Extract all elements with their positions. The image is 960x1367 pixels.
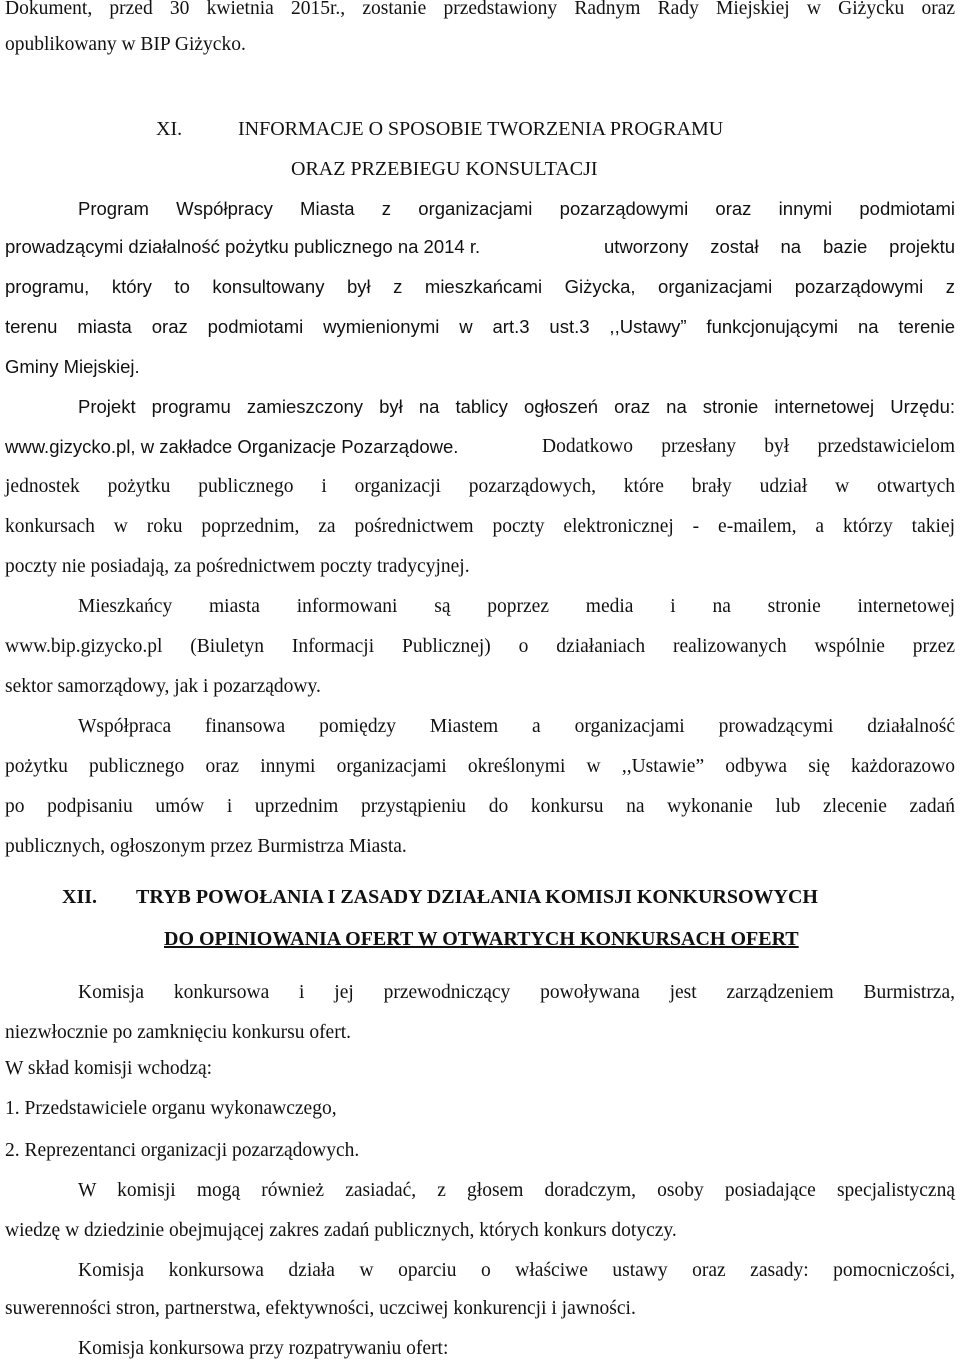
composition-label: W skład komisji wchodzą: [5, 1058, 213, 1079]
section-12-number: XII. [62, 886, 98, 908]
s11-p3-line-1: Mieszkańcy miasta informowani są poprzez media i na stronie internetowej [78, 596, 955, 617]
s11-p1-line-3: programu, który to konsultowany był z mieszkańcami Giżycka, organizacjami pozarządowymi z [5, 276, 955, 297]
section-11-number: XI. [156, 118, 183, 140]
s12-p1-line-2: niezwłocznie po zamknięciu konkursu ofert. [5, 1022, 352, 1043]
s11-p2-line-4: konkursach w roku poprzednim, za pośrednictwem poczty elektronicznej - e-mailem, a którzy takiej [5, 516, 955, 537]
intro-line-2: opublikowany w BIP Giżycko. [5, 34, 246, 55]
s11-p1-line-2-start: prowadzącymi działalność pożytku publicznego na 2014 r. [5, 236, 481, 257]
s11-p2-line-5: poczty nie posiadają, za pośrednictwem poczty tradycyjnej. [5, 556, 470, 577]
s11-p4-line-3: po podpisaniu umów i uprzednim przystąpieniu do konkursu na wykonanie lub zlecenie zadań [5, 796, 955, 817]
s11-p3-line-2: www.bip.gizycko.pl (Biuletyn Informacji Publicznej) o działaniach realizowanych wspólnie przez [5, 636, 955, 657]
s11-p4-line-4: publicznych, ogłoszonym przez Burmistrza Miasta. [5, 836, 407, 857]
section-11-heading-line-1: INFORMACJE O SPOSOBIE TWORZENIA PROGRAMU [238, 118, 724, 140]
section-12-heading-line-2: DO OPINIOWANIA OFERT W OTWARTYCH KONKURSACH OFERT [164, 928, 799, 950]
s11-p3-line-3: sektor samorządowy, jak i pozarządowy. [5, 676, 321, 697]
s11-p4-line-2: pożytku publicznego oraz innymi organizacjami określonymi w ,,Ustawie” odbywa się każdorazowo [5, 756, 955, 777]
s12-p2-line-2: wiedzę w dziedzinie obejmującej zakres zadań publicznych, których konkurs dotyczy. [5, 1220, 677, 1241]
s11-p2-line-1: Projekt programu zamieszczony był na tablicy ogłoszeń oraz na stronie internetowej Urzędu: [78, 396, 955, 417]
s12-p2-line-1: W komisji mogą również zasiadać, z głosem doradczym, osoby posiadające specjalistyczną [78, 1180, 955, 1201]
s12-p4-line-1: Komisja konkursowa przy rozpatrywaniu ofert: [78, 1338, 449, 1359]
section-11-heading-line-2: ORAZ PRZEBIEGU KONSULTACJI [291, 158, 598, 180]
composition-item-1: 1. Przedstawiciele organu wykonawczego, [5, 1098, 337, 1119]
s11-p1-line-4: terenu miasta oraz podmiotami wymienionymi w art.3 ust.3 ,,Ustawy” funkcjonującymi na terenie [5, 316, 955, 337]
s11-p2-line-3: jednostek pożytku publicznego i organizacji pozarządowych, które brały udział w otwartych [5, 476, 955, 497]
s11-p4-line-1: Współpraca finansowa pomiędzy Miastem a organizacjami prowadzącymi działalność [78, 716, 955, 737]
s12-p3-line-1: Komisja konkursowa działa w oparciu o właściwe ustawy oraz zasady: pomocniczości, [78, 1260, 955, 1281]
s11-p2-line-2b: Dodatkowo przesłany był przedstawicielom [542, 436, 955, 457]
intro-line-1: Dokument, przed 30 kwietnia 2015r., zostanie przedstawiony Radnym Rady Miejskiej w Giżycku oraz [5, 0, 955, 19]
s11-p1-line-2b: utworzony został na bazie projektu [604, 236, 955, 257]
composition-item-2: 2. Reprezentanci organizacji pozarządowych. [5, 1140, 360, 1161]
s11-p1-line-1: Program Współpracy Miasta z organizacjami pozarządowymi oraz innymi podmiotami [78, 198, 955, 219]
s12-p1-line-1: Komisja konkursowa i jej przewodniczący powoływana jest zarządzeniem Burmistrza, [78, 982, 955, 1003]
s11-p2-line-2a: www.gizycko.pl, w zakładce Organizacje Pozarządowe. [5, 436, 459, 457]
section-12-heading-line-1: TRYB POWOŁANIA I ZASADY DZIAŁANIA KOMISJI KONKURSOWYCH [136, 886, 818, 908]
s11-p1-line-5: Gminy Miejskiej. [5, 356, 140, 377]
s12-p3-line-2: suwerenności stron, partnerstwa, efektywności, uczciwej konkurencji i jawności. [5, 1298, 636, 1319]
